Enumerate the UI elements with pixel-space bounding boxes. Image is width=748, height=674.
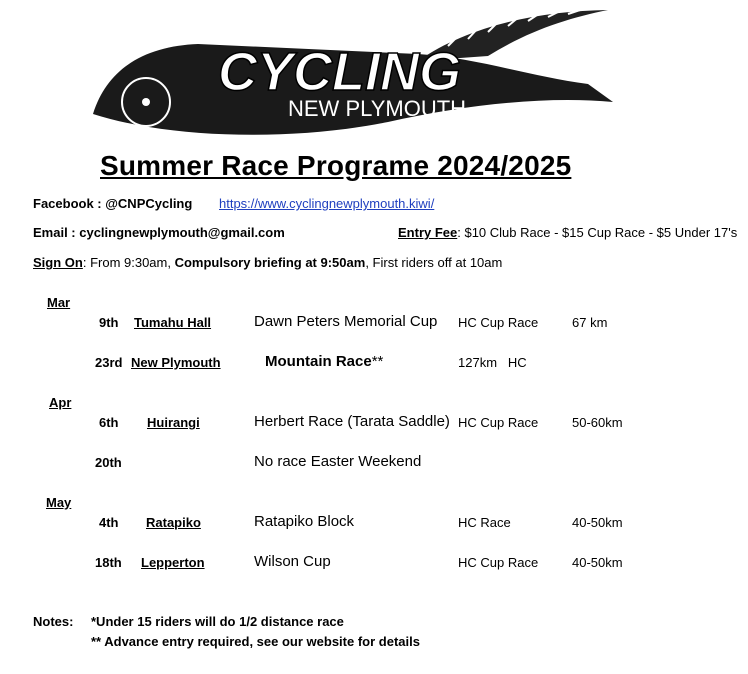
sign-on-text-2: , First riders off at 10am — [365, 255, 503, 270]
race-name-suffix: ** — [371, 353, 384, 370]
month-apr: Apr — [49, 395, 72, 410]
race-distance: 40-50km — [572, 555, 623, 570]
race-day: 18th — [95, 555, 122, 570]
race-location: Lepperton — [141, 555, 205, 570]
race-day: 23rd — [95, 355, 123, 370]
race-type: HC Cup Race — [458, 315, 539, 330]
logo-main-text: CYCLING — [218, 42, 461, 102]
race-location: Huirangi — [147, 415, 200, 430]
entry-fee — [398, 225, 737, 240]
page-title: Summer Race Programe 2024/2025 — [100, 150, 572, 181]
race-name: Mountain Race — [265, 353, 372, 370]
race-type: HC Cup Race — [458, 415, 539, 430]
sign-on-info — [33, 255, 502, 270]
cycling-new-plymouth-logo — [88, 6, 616, 142]
sign-on-briefing: Compulsory briefing at 9:50am — [174, 255, 366, 270]
notes-label: Notes: — [33, 614, 74, 629]
race-name: Ratapiko Block — [254, 513, 355, 530]
race-type: 127km HC — [458, 355, 527, 370]
month-mar: Mar — [47, 295, 71, 310]
month-may: May — [46, 495, 72, 510]
race-name: Wilson Cup — [254, 553, 331, 570]
note-line-1: *Under 15 riders will do 1/2 distance race — [91, 614, 344, 629]
race-type: HC Race — [458, 515, 511, 530]
race-distance: 67 km — [572, 315, 608, 330]
website-link[interactable]: https://www.cyclingnewplymouth.kiwi/ — [219, 196, 435, 211]
race-location: Tumahu Hall — [134, 315, 212, 330]
race-name: Herbert Race (Tarata Saddle) — [254, 413, 450, 430]
race-day: 9th — [99, 315, 119, 330]
race-location: New Plymouth — [131, 355, 221, 370]
sign-on-label: Sign On — [33, 255, 83, 270]
entry-fee-text: : $10 Club Race - $15 Cup Race - $5 Under 17's — [457, 225, 738, 240]
race-day: 4th — [99, 515, 119, 530]
race-name: Dawn Peters Memorial Cup — [254, 313, 438, 330]
logo-inc-text: INC — [540, 109, 554, 118]
logo-sub-text: NEW PLYMOUTH — [288, 96, 467, 121]
note-line-2: ** Advance entry required, see our website for details — [91, 634, 420, 649]
race-distance: 40-50km — [572, 515, 623, 530]
race-type: HC Cup Race — [458, 555, 539, 570]
race-day: 6th — [99, 415, 119, 430]
race-name: No race Easter Weekend — [254, 453, 422, 470]
race-day: 20th — [95, 455, 122, 470]
race-distance: 50-60km — [572, 415, 623, 430]
sign-on-text-1: : From 9:30am, — [82, 255, 175, 270]
facebook-handle: Facebook : @CNPCycling — [33, 196, 193, 211]
email-address: Email : cyclingnewplymouth@gmail.com — [33, 225, 285, 240]
entry-fee-label: Entry Fee — [398, 225, 458, 240]
race-location: Ratapiko — [146, 515, 201, 530]
race-name-mountain — [265, 353, 383, 370]
